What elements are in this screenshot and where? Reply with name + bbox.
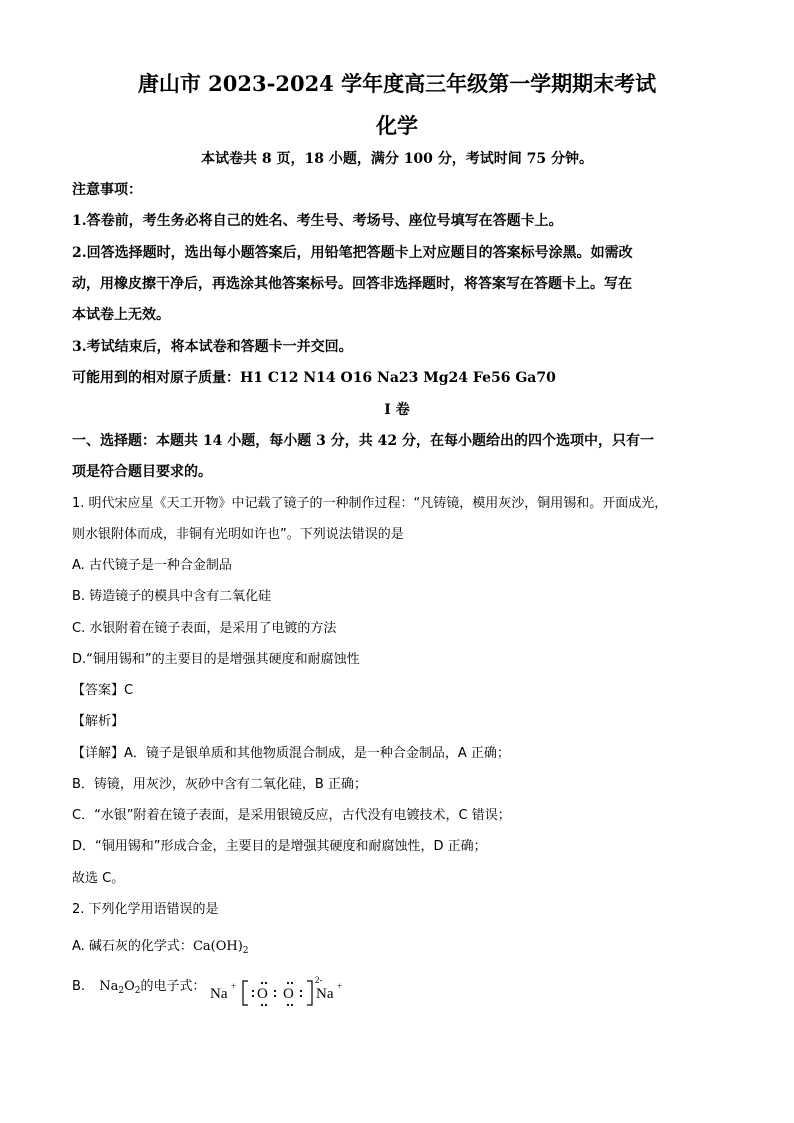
note-line: 3.考试结束后，将本试卷和答题卡一并交回。 — [72, 339, 353, 355]
note-line: 本试卷上无效。 — [72, 307, 170, 323]
electron-dot-formula — [210, 975, 350, 1008]
right-bracket — [306, 980, 314, 1006]
q1-explanation-line: 【详解】A．镜子是银单质和其他物质混合制成，是一种合金制品，A 正确； — [72, 746, 510, 761]
formula-subscript: 2 — [118, 986, 125, 996]
electron-dots — [248, 980, 308, 1008]
charge-plus-right: + — [337, 981, 343, 991]
note-line: 2.回答选择题时，选出每小题答案后，用铅笔把答题卡上对应题目的答案标号涂黑。如需改 — [72, 245, 633, 261]
bracket-charge: 2- — [315, 975, 323, 985]
formula-o: O — [124, 979, 135, 994]
section-instruction: 一、选择题：本题共 14 小题，每小题 3 分，共 42 分，在每小题给出的四个选项中，只有一 — [72, 433, 654, 449]
q2-stem: 2. 下列化学用语错误的是 — [72, 902, 219, 917]
notes-heading: 注意事项： — [72, 182, 142, 198]
q1-explanation-line: 故选 C。 — [72, 871, 125, 886]
q1-explanation-line: B．铸镜，用灰沙，灰砂中含有二氧化硅，B 正确； — [72, 777, 367, 792]
q1-option-b: B. 铸造镜子的模具中含有二氧化硅 — [72, 589, 272, 604]
chemical-formula: Ca(OH) — [192, 939, 243, 954]
q1-explanation-line: D．“铜用锡和”形成合金，主要目的是增强其硬度和耐腐蚀性，D 正确； — [72, 839, 487, 854]
formula-subscript: 2 — [134, 986, 141, 996]
charge-plus-left: + — [231, 981, 237, 991]
q2-option-b-prefix: B. — [72, 979, 86, 994]
sodium-ion-right: Na — [316, 986, 334, 1002]
q2-option-b — [72, 979, 206, 996]
formula-subscript: 2 — [242, 946, 249, 956]
oxygen-atom-1: O — [257, 986, 268, 1002]
q1-stem: 则水银附体而成，非铜有光明如许也”。下列说法错误的是 — [72, 527, 404, 542]
atomic-masses: 可能用到的相对原子质量：H1 C12 N14 O16 Na23 Mg24 Fe56 Ga70 — [72, 370, 556, 386]
q1-option-d: D.“铜用锡和”的主要目的是增强其硬度和耐腐蚀性 — [72, 652, 360, 667]
subject-title: 化学 — [376, 113, 418, 138]
q1-explanation-line: C．“水银”附着在镜子表面，是采用银镜反应，古代没有电镀技术，C 错误； — [72, 808, 511, 823]
sodium-ion-left: Na — [210, 986, 228, 1002]
note-line: 1.答卷前，考生务必将自己的姓名、考生号、考场号、座位号填写在答题卡上。 — [72, 213, 563, 229]
q1-analysis-label: 【解析】 — [72, 714, 125, 729]
q1-option-a: A. 古代镜子是一种合金制品 — [72, 558, 232, 573]
q1-stem: 1. 明代宋应星《天工开物》中记载了镜子的一种制作过程：“凡铸镜，模用灰沙，铜用锡和。开面成光， — [72, 496, 668, 511]
note-line: 动，用橡皮擦干净后，再选涂其他答案标号。回答非选择题时，将答案写在答题卡上。写在 — [72, 276, 632, 292]
q1-option-c: C. 水银附着在镜子表面，是采用了电镀的方法 — [72, 621, 337, 636]
q1-answer: 【答案】C — [72, 683, 134, 698]
q2-option-a-prefix: A. 碱石灰的化学式： — [72, 939, 193, 954]
exam-intro: 本试卷共 8 页，18 小题，满分 100 分，考试时间 75 分钟。 — [200, 151, 594, 167]
section-label: I 卷 — [384, 402, 410, 418]
exam-title: 唐山市 2023-2024 学年度高三年级第一学期期末考试 — [137, 71, 657, 96]
formula-na: Na — [99, 979, 119, 994]
section-instruction: 项是符合题目要求的。 — [72, 464, 212, 480]
q2-option-b-suffix: 的电子式： — [140, 979, 206, 994]
q2-option-a — [72, 939, 249, 956]
oxygen-atom-2: O — [283, 986, 294, 1002]
